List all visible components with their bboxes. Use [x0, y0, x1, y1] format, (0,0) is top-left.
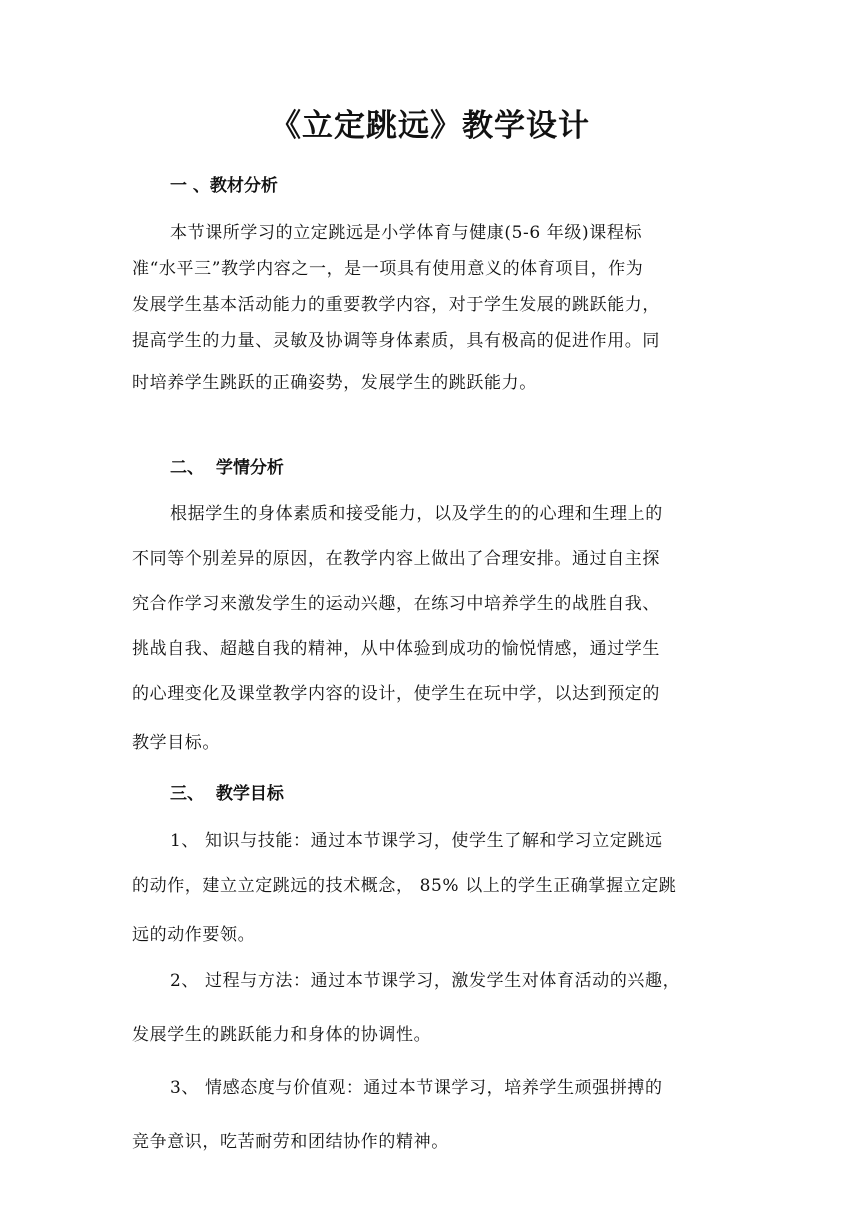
objective-process-method [132, 967, 728, 1049]
paragraph-line: 本节课所学习的立定跳远是小学体育与健康(5-6 年级)课程标 [170, 223, 643, 243]
paragraph-line: 教学目标。 [132, 733, 220, 753]
paragraph-line: 不同等个别差异的原因，在教学内容上做出了合理安排。通过自主探 [132, 549, 660, 569]
paragraph-line: 的动作，建立立定跳远的技术概念， 85% 以上的学生正确掌握立定跳 [132, 876, 677, 896]
paragraph-line: 3、 情感态度与价值观：通过本节课学习，培养学生顽强拼搏的 [170, 1078, 663, 1098]
paragraph-line: 远的动作要领。 [132, 925, 256, 945]
paragraph-textbook-analysis [132, 219, 728, 397]
paragraph-line: 提高学生的力量、灵敏及协调等身体素质，具有极高的促进作用。同 [132, 331, 660, 351]
section-heading-textbook-analysis: 一 、教材分析 [170, 176, 278, 196]
paragraph-line: 准“水平三”教学内容之一，是一项具有使用意义的体育项目，作为 [132, 259, 644, 279]
paragraph-line: 根据学生的身体素质和接受能力，以及学生的的心理和生理上的 [170, 504, 663, 524]
objective-emotion-values [132, 1074, 728, 1156]
paragraph-line: 挑战自我、超越自我的精神，从中体验到成功的愉悦情感，通过学生 [132, 639, 660, 659]
paragraph-line: 1、 知识与技能：通过本节课学习，使学生了解和学习立定跳远 [170, 831, 663, 851]
document-title: 《立定跳远》教学设计 [270, 108, 590, 144]
objective-knowledge-skills [132, 827, 728, 949]
section-heading-teaching-objectives: 三、 教学目标 [170, 784, 284, 804]
paragraph-line: 竞争意识，吃苦耐劳和团结协作的精神。 [132, 1132, 449, 1152]
paragraph-line: 究合作学习来激发学生的运动兴趣，在练习中培养学生的战胜自我、 [132, 594, 660, 614]
paragraph-line: 的心理变化及课堂教学内容的设计，使学生在玩中学，以达到预定的 [132, 684, 660, 704]
paragraph-line: 发展学生基本活动能力的重要教学内容，对于学生发展的跳跃能力， [132, 295, 660, 315]
paragraph-learner-analysis [132, 500, 728, 757]
paragraph-line: 时培养学生跳跃的正确姿势，发展学生的跳跃能力。 [132, 373, 537, 393]
section-heading-learner-analysis: 二、 学情分析 [170, 458, 284, 478]
paragraph-line: 2、 过程与方法：通过本节课学习，激发学生对体育活动的兴趣， [170, 971, 681, 991]
paragraph-line: 发展学生的跳跃能力和身体的协调性。 [132, 1025, 432, 1045]
